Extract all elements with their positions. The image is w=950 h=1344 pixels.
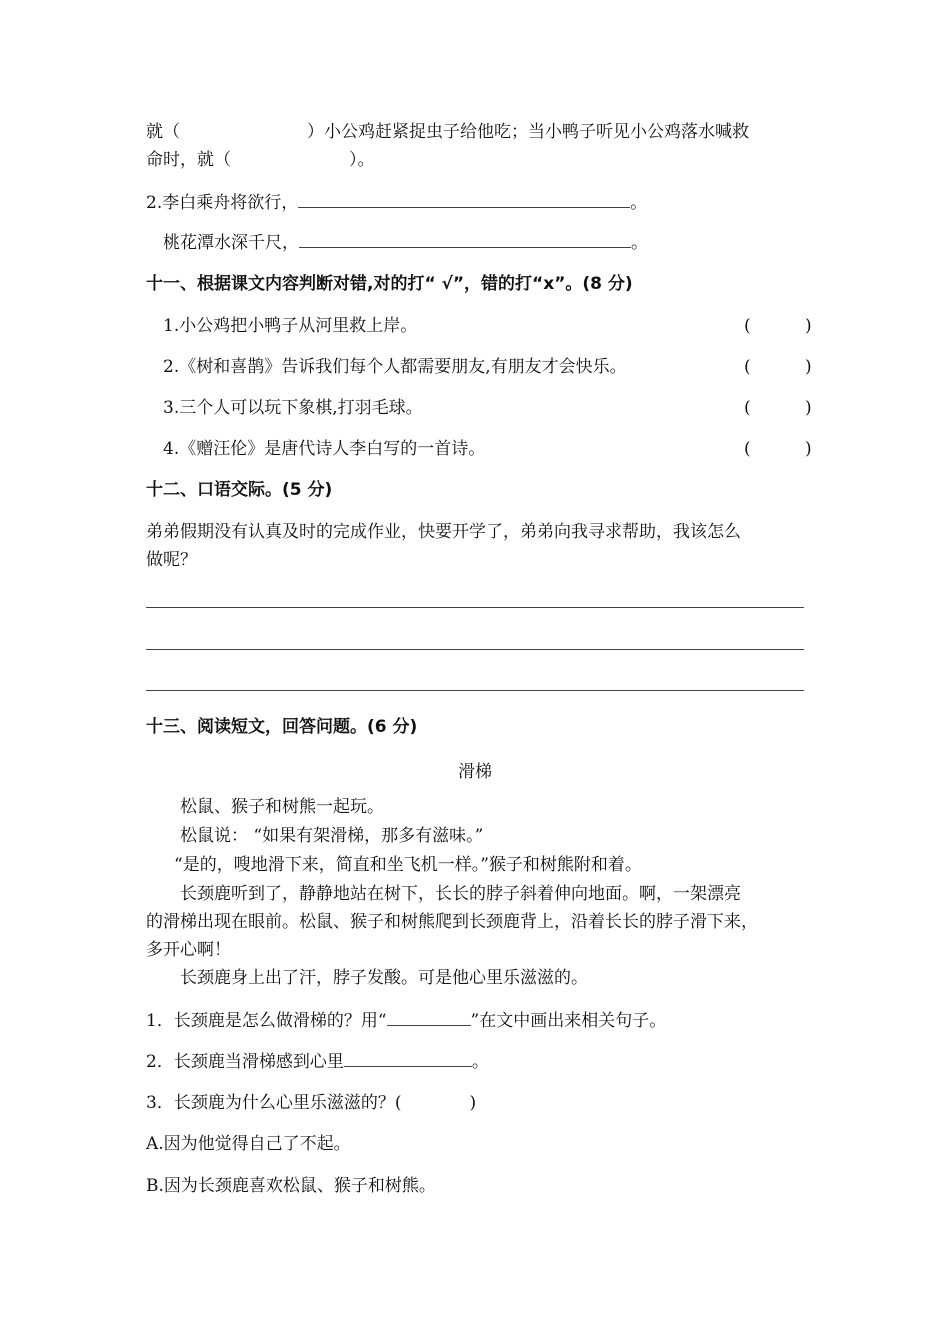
judge-paren-open-2[interactable]: ( (744, 357, 751, 377)
story-title: 滑梯 (458, 762, 492, 782)
option-a[interactable]: A.因为他觉得自己了不起。 (146, 1134, 351, 1154)
judge-item-1: 1.小公鸡把小鸭子从河里救上岸。 (163, 316, 418, 336)
judge-paren-close-3[interactable]: ) (805, 398, 812, 418)
story-paragraph-4-line-3: 多开心啊！ (146, 940, 231, 960)
judge-item-4: 4.《赠汪伦》是唐代诗人李白写的一首诗。 (163, 439, 486, 459)
judge-paren-close-4[interactable]: ) (805, 439, 812, 459)
poem-line-1 (146, 193, 647, 213)
oral-prompt-line-1: 弟弟假期没有认真及时的完成作业，快要开学了，弟弟向我寻求帮助，我该怎么 (146, 522, 741, 542)
option-b[interactable]: B.因为长颈鹿喜欢松鼠、猴子和树熊。 (146, 1176, 436, 1196)
judge-paren-open-4[interactable]: ( (744, 439, 751, 459)
poem-line1-end: 。 (630, 193, 648, 213)
judge-item-3: 3.三个人可以玩下象棋,打羽毛球。 (163, 398, 423, 418)
judge-paren-close-1[interactable]: ) (805, 316, 812, 336)
section-11-heading: 十一、根据课文内容判断对错,对的打“ √”，错的打“x”。(8 分) (146, 274, 633, 294)
story-paragraph-5: 长颈鹿身上出了汗，脖子发酸。可是他心里乐滋滋的。 (180, 968, 588, 988)
continuation-line2-end: ）。 (349, 150, 375, 170)
question-2-start: 2．长颈鹿当滑梯感到心里 (146, 1052, 344, 1072)
question-1-start: 1．长颈鹿是怎么做滑梯的？用“ (146, 1011, 387, 1031)
question-3 (146, 1093, 476, 1113)
continuation-line2-start: 命时，就（ (146, 150, 231, 170)
judge-paren-open-1[interactable]: ( (744, 316, 751, 336)
question-3-start: 3．长颈鹿为什么心里乐滋滋的？( (146, 1093, 402, 1113)
question-1-end: ”在文中画出来相关句子。 (470, 1011, 667, 1031)
story-paragraph-3: “是的，嗖地滑下来，简直和坐飞机一样。”猴子和树熊附和着。 (174, 855, 642, 875)
answer-line-3[interactable] (146, 690, 804, 691)
oral-prompt-line-2: 做呢？ (146, 550, 197, 570)
answer-blank-line[interactable] (299, 233, 631, 248)
answer-blank-line[interactable] (344, 1052, 472, 1067)
poem-line1-label: 2.李白乘舟将欲行， (146, 193, 299, 213)
story-paragraph-1: 松鼠、猴子和树熊一起玩。 (180, 797, 384, 817)
judge-paren-open-3[interactable]: ( (744, 398, 751, 418)
judge-paren-close-2[interactable]: ) (805, 357, 812, 377)
continuation-line1-end: ）小公鸡赶紧捉虫子给他吃；当小鸭子听见小公鸡落水喊救 (307, 122, 749, 142)
poem-line2-end: 。 (631, 233, 648, 253)
section-12-heading: 十二、口语交际。(5 分) (146, 480, 333, 500)
answer-blank-line[interactable] (387, 1011, 471, 1026)
poem-line-2 (163, 233, 648, 253)
question-3-end: ) (469, 1093, 477, 1113)
answer-blank-line[interactable] (298, 193, 630, 208)
story-paragraph-4-line-2: 的滑梯出现在眼前。松鼠、猴子和树熊爬到长颈鹿背上，沿着长长的脖子滑下来， (146, 912, 758, 932)
continuation-line-1 (146, 122, 749, 142)
continuation-line-2 (146, 150, 375, 170)
section-13-heading: 十三、阅读短文，回答问题。(6 分) (146, 717, 418, 737)
story-paragraph-2: 松鼠说： “如果有架滑梯，那多有滋味。” (180, 826, 484, 846)
story-paragraph-4-line-1: 长颈鹿听到了，静静地站在树下，长长的脖子斜着伸向地面。啊，一架漂亮 (180, 884, 741, 904)
question-2-end: 。 (471, 1052, 489, 1072)
judge-item-2: 2.《树和喜鹊》告诉我们每个人都需要朋友,有朋友才会快乐。 (163, 357, 627, 377)
question-2 (146, 1052, 489, 1072)
continuation-line1-start: 就（ (146, 122, 180, 142)
poem-line2-label: 桃花潭水深千尺， (163, 233, 299, 253)
question-1 (146, 1011, 666, 1031)
answer-line-2[interactable] (146, 649, 804, 650)
answer-line-1[interactable] (146, 607, 804, 608)
